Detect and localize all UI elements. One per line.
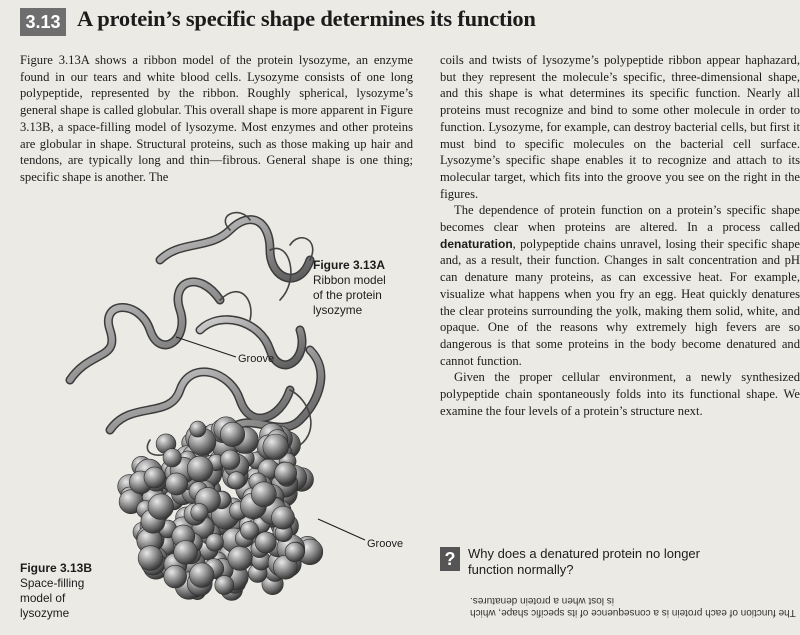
- column2-paragraph3: Given the proper cellular environment, a newly synthesized polypeptide chain spontaneously folds into its functional shape. We examine the four levels of a protein’s structure next.: [440, 370, 800, 418]
- figure-b-groove-label: Groove: [367, 538, 404, 550]
- figure-a-groove-label: Groove: [238, 353, 275, 365]
- column2-paragraph2: [440, 202, 800, 369]
- figure-b-label: Figure 3.13B: [20, 561, 93, 575]
- figure-a-caption: [313, 258, 386, 318]
- column1-paragraph: Figure 3.13A shows a ribbon model of the protein lysozyme, an enzyme found in our tears and white blood cells. Lysozyme consists of one long polypeptide, represented by the ribbon. Roughly spherical, lysozyme’s general shape is called globular. This overall shape is more apparent in Figure 3.13B, a space-filling model of lysozyme. Most enzymes and other proteins are globular in shape. Structural proteins, such as those making up hair and tendons, are typically long and thin—fibrous. General shape is one thing; specific shape is another. The: [20, 53, 413, 184]
- column2-paragraph2-after: , polypeptide chains unravel, losing their specific shape and, as a result, their function. Changes in salt concentration and pH can denature many proteins, as can excessive heat. For example, visualize what happens when you fry an egg. Heat quickly denatures the clear proteins surrounding the yolk, making them solid, white, and opaque. One of the reasons why extremely high fevers are so dangerous is that some proteins in the body become denatured and cannot function.: [440, 236, 800, 368]
- groove-pointer-b: [318, 519, 365, 540]
- column2-text: [440, 52, 800, 419]
- review-question: Why does a denatured protein no longer function normally?: [468, 546, 700, 577]
- denaturation-term: denaturation: [440, 236, 513, 251]
- question-mark-icon: ?: [440, 547, 460, 571]
- column2-paragraph1: coils and twists of lysozyme’s polypeptide ribbon appear haphazard, but they represent the molecule’s specific, three-dimensional shape, and this shape is what determines its specific function. Nearly all proteins must recognize and bind to some other molecule in order to function. Lysozyme, for example, can destroy bacterial cells, but first it must bind to specific molecules on the bacterial cell surface. Lysozyme’s specific shape enables it to recognize and attach to its molecular target, which fits into the groove you see on the right in the figures.: [440, 53, 800, 201]
- figure-b-caption-line2: model of: [20, 591, 66, 605]
- figure-a-label: Figure 3.13A: [313, 258, 386, 272]
- figure-a-caption-line2: of the protein: [313, 288, 382, 302]
- groove-pointer-a: [176, 337, 236, 357]
- figure-a-caption-line3: lysozyme: [313, 303, 363, 317]
- upside-down-answer: The function of each protein is a consequence of its specific shape, which is lost when a protein denatures.: [470, 595, 796, 618]
- page-title: A protein’s specific shape determines its function: [77, 6, 536, 31]
- column2-paragraph2-before: The dependence of protein function on a protein’s specific shape becomes clear when proteins are altered. In a process called: [440, 203, 800, 235]
- figure-a-caption-line1: Ribbon model: [313, 273, 386, 287]
- section-number-badge: 3.13: [20, 8, 66, 36]
- figure-b-caption: [20, 561, 92, 621]
- ribbon-model-image: [70, 213, 321, 456]
- figure-b-caption-line3: lysozyme: [20, 606, 70, 620]
- figure-b-caption-line1: Space-filling: [20, 576, 85, 590]
